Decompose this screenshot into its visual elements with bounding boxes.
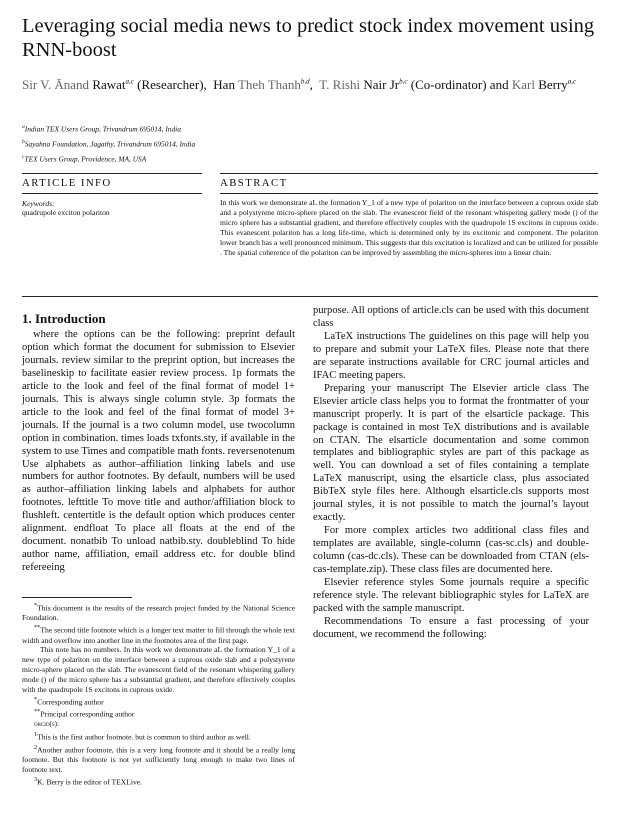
author-4: Karl Berry$^{a,c}$ (511, 77, 577, 93)
abstract-heading: ABSTRACT (220, 177, 288, 189)
paragraph: purpose. All options of article.cls can be used with this document class (313, 305, 589, 329)
paragraph: Recommendations To ensure a fast processing of your document, we recommend the following: (313, 615, 589, 640)
paragraph: Preparing your manuscript The Elsevier article class The Elsevier article class helps you to format the frontmatter of your manuscript properly. It is part of the elsarticle package. This package is contained in most TeX distributions and is available on CTAN. The elsarticle documentation and some common templates and bibliographic styles are part of this package as well. You can download a set of files containing a template LaTeX manuscript, using the elsarticle class, plus associated BibTeX style files here. Although elsarticle.cls supports most journal styles, it is not possible to match the journal’s layout exactly. (313, 382, 589, 524)
affiliation-b: $^b$Sayahna Foundation, Jagathy, Trivandrum 695014, India (22, 138, 196, 149)
divider (220, 193, 598, 194)
paragraph: Elsevier reference styles Some journals require a specific reference style. The relevant bibliographic styles for LaTeX are packed with the sample manuscript. (313, 577, 589, 614)
footnote: orcid(s): (34, 720, 59, 729)
author-3: T. Rishi Nair Jr$^{b,c}$ (Co-ordinator) and (319, 77, 509, 93)
footnote: This note has no numbers. In this work we demonstrate aL the formation Y_1 of a new type of polariton on the interface between a cuprous oxide slab and a polystyrene micro-sphere placed on the slab. The evanescent field of the resonant whispering gallery mode () of the micro sphere has a substantial gradient, and therefore effectively couples with the quadrupole 1S excitons in cuprous oxide. (22, 645, 295, 694)
footnote: $^2$Another author footnote, this is a very long footnote and it should be a really long footnote. But this footnote is not yet sufficiently long enough to make two lines of footnote text. (22, 743, 295, 774)
paper-title: Leveraging social media news to predict stock index movement using RNN-boost (22, 15, 595, 61)
section-heading: 1. Introduction (22, 311, 106, 326)
footnote: **Principal corresponding author (34, 708, 135, 719)
paragraph: LaTeX instructions The guidelines on this page will help you to prepare and submit your LaTeX files. Please note that there are separate instructions available for CRC journal articles and IFAC meeting papers. (313, 330, 589, 381)
affiliation-a: $^a$Indian TEX Users Group, Trivandrum 695014, India (22, 124, 181, 134)
author-list (22, 74, 602, 93)
author-2: Han Theh Thanh$^{b,d}$, (213, 77, 313, 93)
affiliation-c: $^c$TEX Users Group, Providence, MA, USA (22, 153, 147, 164)
keywords-label: Keywords: (22, 199, 55, 208)
footnote: $^1$This is the first author footnote. but is common to third author as well. (34, 731, 251, 742)
paragraph: For more complex articles two additional class files and templates are available, single-column (cas-sc.cls) and double-column (cas-dc.cls). These can be downloaded from CTAN (els-cas-template.zip). These class files are documented here. (313, 525, 589, 576)
divider (22, 193, 202, 194)
article-info-heading: ARTICLE INFO (22, 177, 112, 189)
paragraph: where the options can be the following: preprint default option which format the document for submission to Elsevier journals. review similar to the preprint option, but increases the baselineskip to facilitate easier review process. 1p formats the article to the look and feel of the final format of model 1+ journals. This is always single column style. 3p formats the article to the look and feel of the final format of model 3+ journals. If the journal is a two column model, use twocolumn option in combination. times loads txfonts.sty, if available in the system to use Times and compatible math fonts. reversenotenum Use alphabets as author–affiliation linking labels and use numbers for author footnotes. By default, numbers will be used as author–affiliation linking labels and alphabets for author footnotes. lefttitle To move title and author/affiliation block to flushleft. centertitle is the default option which produces center alignment. endfloat To place all floats at the end of the document. nonatbib To unload natbib.sty. doubleblind To hide author name, affiliation, email address etc. for double blind refereeing (22, 329, 295, 574)
footnote: *This document is the results of the research project funded by the National Science Foundation. (22, 602, 295, 623)
author-1: Sir V. Ānand Rawat$^{a,c}$ (Researcher), (22, 77, 207, 93)
footnote: **The second title footnote which is a longer text matter to fill through the whole text width and overflow into another line in the footnotes area of the first page. (22, 624, 295, 645)
footnote: $^3$K. Berry is the editor of TEXLive. (34, 775, 143, 787)
keywords: quadrupole exciton polariton (22, 208, 110, 217)
abstract-text: In this work we demonstrate aL the formation Y_1 of a new type of polariton on the interface between a cuprous oxide slab and a polystyrene micro-sphere placed on the slab. The evanescent field of the resonant whispering gallery mode () of the micro sphere has a substantial gradient, and therefore effectively couples with the quadrupole 1S excitons in cuprous oxide. This evanescent polariton has a long life-time, which is determined only by its excitonic and component. The polariton lower branch has a well pronounced minimum. This suggests that this excitation is localized and can be utilized for possible . The spatial coherence of the polariton can be improved by assembling the micro-spheres into a linear chain. (220, 198, 598, 258)
footnote-rule (22, 597, 132, 598)
footnote: *Corresponding author (34, 695, 104, 707)
divider (22, 173, 202, 174)
divider (22, 296, 598, 297)
right-column (313, 305, 589, 642)
footnotes (22, 601, 295, 787)
affiliations (22, 121, 602, 166)
left-column (22, 329, 295, 575)
divider (220, 173, 598, 174)
